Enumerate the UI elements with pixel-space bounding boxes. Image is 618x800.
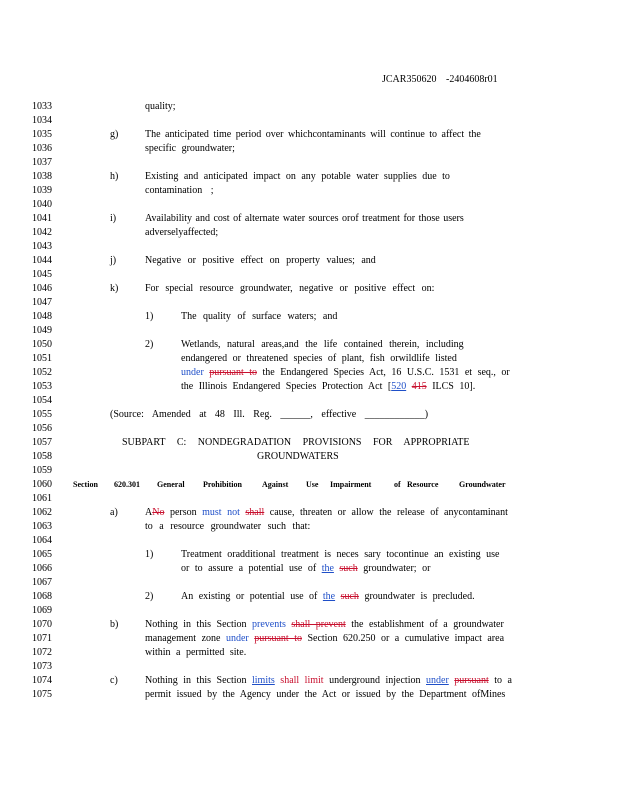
line-1039: 1039 contamination ; bbox=[32, 185, 214, 196]
line-1071: 1071 management zone under pursuant to Section 620.250 or a cumulative impact area bbox=[32, 633, 505, 644]
line-1042: 1042 adverselyaffected; bbox=[32, 227, 219, 238]
line-1075: 1075 permit issued by the Agency under the Act or issued by the Department ofMines bbox=[32, 689, 506, 700]
deleted-text: shall bbox=[245, 507, 265, 518]
line-1052: 1052 under pursuant to the Endangered Species Act, 16 U.S.C. 1531 et seq., or bbox=[32, 367, 510, 378]
line-1063: 1063 to a resource groundwater such that: bbox=[32, 521, 311, 532]
line-1050: 1050 2) Wetlands, natural areas,and the life contained therein, including bbox=[32, 339, 464, 350]
deleted-text: such bbox=[339, 563, 358, 574]
line-1057: 1057 SUBPART C: NONDEGRADATION PROVISIONS FOR APPROPRIATE bbox=[32, 437, 470, 448]
line-1041: 1041 i) Availability and cost of alternate water sources orof treatment for those users bbox=[32, 213, 464, 224]
line-1059: 1059 bbox=[32, 465, 52, 476]
line-1060: 1060 Section 620.301 General Prohibition Against Use Impairment of Resource Groundwater bbox=[32, 479, 506, 490]
inserted-text: 520 bbox=[391, 381, 407, 392]
line-1040: 1040 bbox=[32, 199, 52, 210]
line-1053: 1053 the Illinois Endangered Species Protection Act [520 415 ILCS 10]. bbox=[32, 381, 476, 392]
subpart-heading: SUBPART C: NONDEGRADATION PROVISIONS FOR APPROPRIATE bbox=[122, 437, 470, 448]
deleted-text: No bbox=[152, 507, 165, 518]
line-1068: 1068 2) An existing or potential use of the such groundwater is precluded. bbox=[32, 591, 475, 602]
line-1036: 1036 specific groundwater; bbox=[32, 143, 235, 154]
deleted-text: pursuant bbox=[454, 675, 489, 686]
line-1043: 1043 bbox=[32, 241, 52, 252]
line-1062: 1062 a) ANo person must not shall cause, threaten or allow the release of anycontaminant bbox=[32, 507, 508, 518]
inserted-text: under bbox=[225, 633, 249, 644]
deleted-text: pursuant to bbox=[254, 633, 302, 644]
line-1044: 1044 j) Negative or positive effect on property values; and bbox=[32, 255, 376, 266]
inserted-text: prevents bbox=[252, 619, 286, 630]
deleted-text: 415 bbox=[411, 381, 427, 392]
inserted-text: must not bbox=[202, 507, 240, 518]
line-1061: 1061 bbox=[32, 493, 52, 504]
document-id: JCAR350620 bbox=[382, 74, 437, 85]
inserted-text: the bbox=[322, 591, 336, 602]
line-1048: 1048 1) The quality of surface waters; and bbox=[32, 311, 338, 322]
deleted-text: shall prevent bbox=[291, 619, 346, 630]
line-1074: 1074 c) Nothing in this Section limits shall limit underground injection under pursuant to a bbox=[32, 675, 512, 686]
line-1066: 1066 or to assure a potential use of the such groundwater; or bbox=[32, 563, 431, 574]
line-1073: 1073 bbox=[32, 661, 52, 672]
line-1049: 1049 bbox=[32, 325, 52, 336]
inserted-text-red: shall limit bbox=[280, 675, 324, 686]
line-1058: 1058 GROUNDWATERS bbox=[32, 451, 339, 462]
line-1067: 1067 bbox=[32, 577, 52, 588]
line-1038: 1038 h) Existing and anticipated impact on any potable water supplies due to bbox=[32, 171, 450, 182]
line-1051: 1051 endangered or threatened species of plant, fish orwildlife listed bbox=[32, 353, 457, 364]
line-1065: 1065 1) Treatment oradditional treatment is neces sary tocontinue an existing use bbox=[32, 549, 500, 560]
line-1072: 1072 within a permitted site. bbox=[32, 647, 247, 658]
deleted-text: such bbox=[340, 591, 359, 602]
line-1069: 1069 bbox=[32, 605, 52, 616]
line-1064: 1064 bbox=[32, 535, 52, 546]
line-1056: 1056 bbox=[32, 423, 52, 434]
inserted-text: under bbox=[426, 675, 449, 686]
line-1047: 1047 bbox=[32, 297, 52, 308]
inserted-text: the bbox=[321, 563, 334, 574]
line-1055: 1055 (Source: Amended at 48 Ill. Reg. ______, effective ____________) bbox=[32, 409, 429, 420]
line-1070: 1070 b) Nothing in this Section prevents shall prevent the establishment of a groundwater bbox=[32, 619, 504, 630]
deleted-text: pursuant to bbox=[209, 367, 257, 378]
revision-id: -2404608r01 bbox=[446, 74, 498, 85]
line-1034: 1034 bbox=[32, 115, 52, 126]
line-1035: 1035 g) The anticipated time period over whichcontaminants will continue to affect the bbox=[32, 129, 481, 140]
inserted-text: limits bbox=[252, 675, 275, 686]
line-1046: 1046 k) For special resource groundwater, negative or positive effect on: bbox=[32, 283, 435, 294]
inserted-text: under bbox=[181, 367, 204, 378]
line-1045: 1045 bbox=[32, 269, 52, 280]
line-1037: 1037 bbox=[32, 157, 52, 168]
line-1033: 1033 quality; bbox=[32, 101, 176, 112]
line-1054: 1054 bbox=[32, 395, 52, 406]
